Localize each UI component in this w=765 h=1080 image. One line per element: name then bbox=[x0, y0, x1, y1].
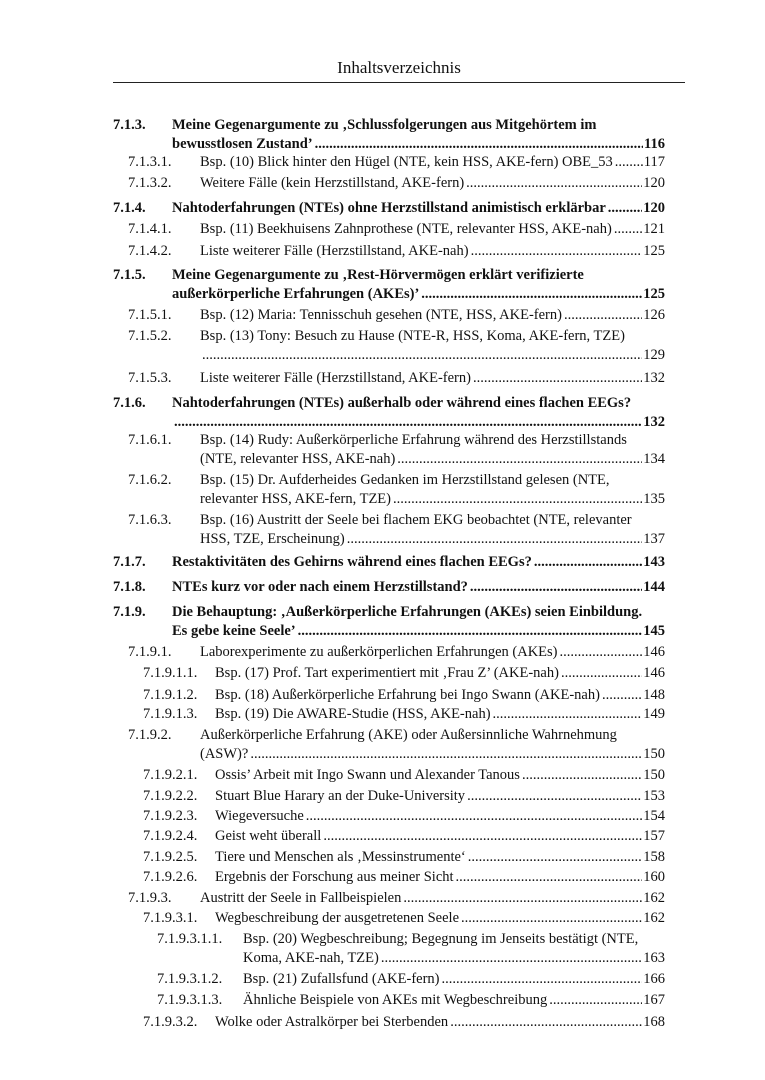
toc-entry-number: 7.1.9.3. bbox=[128, 890, 172, 906]
toc-page-number: 168 bbox=[643, 1014, 665, 1030]
dot-leader bbox=[174, 413, 642, 432]
toc-page-number: 135 bbox=[643, 490, 665, 507]
toc-page-number: 121 bbox=[643, 221, 665, 237]
toc-entry-number: 7.1.8. bbox=[113, 579, 146, 595]
dot-leader bbox=[473, 369, 642, 388]
toc-page-number: 146 bbox=[643, 665, 665, 681]
toc-entry-title: Es gebe keine Seele’ bbox=[172, 622, 296, 639]
dot-leader bbox=[468, 848, 642, 867]
toc-entry[interactable] bbox=[113, 553, 665, 572]
toc-entry[interactable] bbox=[128, 643, 665, 662]
toc-entry-title: Austritt der Seele in Fallbeispielen bbox=[200, 890, 402, 906]
toc-page-number: 125 bbox=[643, 243, 665, 259]
toc-entry[interactable] bbox=[143, 766, 665, 785]
toc-entry-title: Ossis’ Arbeit mit Ingo Swann und Alexander Tanous bbox=[215, 767, 520, 783]
toc-entry-title: Bsp. (19) Die AWARE-Studie (HSS, AKE-nah) bbox=[215, 706, 491, 722]
toc-page-number: 162 bbox=[643, 890, 665, 906]
toc-entry-number: 7.1.9.1.2. bbox=[143, 687, 198, 703]
toc-entry[interactable] bbox=[143, 705, 665, 724]
toc-entry-title: Bsp. (12) Maria: Tennisschuh gesehen (NTE, HSS, AKE-fern) bbox=[200, 307, 562, 323]
toc-entry[interactable] bbox=[143, 848, 665, 867]
toc-entry[interactable] bbox=[113, 578, 665, 597]
dot-leader bbox=[471, 242, 643, 261]
dot-leader bbox=[442, 970, 643, 989]
toc-entry-number: 7.1.4. bbox=[113, 200, 146, 216]
toc-entry[interactable] bbox=[143, 787, 665, 806]
toc-entry-number: 7.1.9.3.1.1. bbox=[157, 931, 223, 947]
toc-page-number: 149 bbox=[643, 706, 665, 722]
toc-entry-title: Meine Gegenargumente zu ‚Rest-Hörvermögen erklärt verifizierte bbox=[172, 267, 584, 283]
toc-entry-title: Bsp. (13) Tony: Besuch zu Hause (NTE-R, HSS, Koma, AKE-fern, TZE) bbox=[200, 328, 625, 344]
toc-entry-number: 7.1.6.1. bbox=[128, 432, 172, 448]
toc-page-number: 167 bbox=[643, 992, 665, 1008]
toc-page-number: 137 bbox=[643, 530, 665, 547]
toc-entry[interactable] bbox=[128, 153, 665, 172]
toc-page-number: 129 bbox=[643, 346, 665, 363]
toc-page-number: 120 bbox=[643, 200, 665, 216]
toc-entry-number: 7.1.9.2.6. bbox=[143, 869, 198, 885]
toc-entry-number: 7.1.4.1. bbox=[128, 221, 172, 237]
toc-page-number: 158 bbox=[643, 849, 665, 865]
toc-entry[interactable] bbox=[157, 991, 665, 1010]
toc-entry[interactable] bbox=[143, 827, 665, 846]
dot-leader bbox=[522, 766, 642, 785]
dot-leader bbox=[534, 553, 642, 572]
dot-leader bbox=[323, 827, 642, 846]
dot-leader bbox=[421, 285, 642, 304]
toc-entry[interactable] bbox=[128, 889, 665, 908]
toc-entry-title: Meine Gegenargumente zu ‚Schlussfolgerungen aus Mitgehörtem im bbox=[172, 117, 597, 133]
page-header-title: Inhaltsverzeichnis bbox=[337, 58, 461, 77]
toc-entry-title: Bsp. (21) Zufallsfund (AKE-fern) bbox=[243, 971, 440, 987]
toc-entry[interactable] bbox=[128, 242, 665, 261]
toc-page-number: 144 bbox=[643, 579, 665, 595]
toc-entry-number: 7.1.3.2. bbox=[128, 175, 172, 191]
toc-page-number: 157 bbox=[643, 828, 665, 844]
dot-leader bbox=[549, 991, 642, 1010]
dot-leader bbox=[403, 889, 642, 908]
toc-page-number: 120 bbox=[643, 175, 665, 191]
toc-entry[interactable] bbox=[157, 930, 665, 967]
toc-entry-number: 7.1.5.2. bbox=[128, 328, 172, 344]
toc-entry[interactable] bbox=[143, 868, 665, 887]
toc-entry-number: 7.1.9.1. bbox=[128, 644, 172, 660]
dot-leader bbox=[393, 490, 642, 509]
toc-entry-number: 7.1.9.1.1. bbox=[143, 665, 198, 681]
dot-leader bbox=[397, 450, 642, 469]
toc-entry-title: Weitere Fälle (kein Herzstillstand, AKE-fern) bbox=[200, 175, 465, 191]
dot-leader bbox=[315, 135, 643, 154]
toc-entry-title: Restaktivitäten des Gehirns während eines flachen EEGs? bbox=[172, 554, 532, 570]
toc-page-number: 132 bbox=[643, 370, 665, 386]
toc-entry-number: 7.1.5. bbox=[113, 267, 146, 283]
dot-leader bbox=[202, 346, 642, 365]
toc-entry-number: 7.1.5.1. bbox=[128, 307, 172, 323]
toc-entry-number: 7.1.9.3.1.3. bbox=[157, 992, 223, 1008]
dot-leader bbox=[467, 787, 642, 806]
toc-entry-number: 7.1.9.2. bbox=[128, 727, 172, 743]
toc-entry-number: 7.1.3. bbox=[113, 117, 146, 133]
dot-leader bbox=[450, 1013, 642, 1032]
toc-entry[interactable] bbox=[113, 199, 665, 218]
toc-entry[interactable] bbox=[128, 327, 665, 364]
toc-entry[interactable] bbox=[128, 431, 665, 468]
toc-entry[interactable] bbox=[113, 116, 665, 153]
dot-leader bbox=[470, 578, 642, 597]
toc-entry-number: 7.1.9.3.1. bbox=[143, 910, 198, 926]
dot-leader bbox=[381, 949, 642, 968]
toc-page-number: 146 bbox=[643, 644, 665, 660]
dot-leader bbox=[615, 153, 643, 172]
toc-entry[interactable] bbox=[143, 807, 665, 826]
toc-entry[interactable] bbox=[143, 664, 665, 683]
toc-entry-title: Stuart Blue Harary an der Duke-University bbox=[215, 788, 466, 804]
toc-entry-title: Koma, AKE-nah, TZE) bbox=[243, 949, 379, 966]
dot-leader bbox=[614, 220, 642, 239]
toc-entry-title: Tiere und Menschen als ‚Messinstrumente‘ bbox=[215, 849, 466, 865]
toc-entry-number: 7.1.6.3. bbox=[128, 512, 172, 528]
toc-entry-number: 7.1.9.2.5. bbox=[143, 849, 198, 865]
dot-leader bbox=[461, 909, 642, 928]
toc-entry-title: Wiegeversuche bbox=[215, 808, 304, 824]
toc-page-number: 160 bbox=[643, 869, 665, 885]
toc-entry-title: Liste weiterer Fälle (Herzstillstand, AKE-fern) bbox=[200, 370, 471, 386]
dot-leader bbox=[456, 868, 643, 887]
dot-leader bbox=[347, 530, 643, 549]
toc-page-number: 163 bbox=[643, 949, 665, 966]
toc-entry-title: HSS, TZE, Erscheinung) bbox=[200, 530, 345, 547]
toc-entry-number: 7.1.6. bbox=[113, 395, 146, 411]
dot-leader bbox=[250, 745, 642, 764]
toc-entry[interactable] bbox=[128, 726, 665, 763]
toc-entry-title: Bsp. (18) Außerkörperliche Erfahrung bei Ingo Swann (AKE-nah) bbox=[215, 687, 600, 703]
toc-entry-number: 7.1.9.3.2. bbox=[143, 1014, 198, 1030]
toc-entry-title: Ergebnis der Forschung aus meiner Sicht bbox=[215, 869, 454, 885]
toc-entry[interactable] bbox=[143, 1013, 665, 1032]
toc-entry-title: relevanter HSS, AKE-fern, TZE) bbox=[200, 490, 391, 507]
toc-entry-title: (ASW)? bbox=[200, 745, 249, 762]
toc-entry[interactable] bbox=[143, 909, 665, 928]
toc-entry-title: Bsp. (15) Dr. Aufderheides Gedanken im Herzstillstand gelesen (NTE, bbox=[200, 472, 610, 488]
toc-entry-title: NTEs kurz vor oder nach einem Herzstillstand? bbox=[172, 579, 468, 595]
toc-entry-number: 7.1.6.2. bbox=[128, 472, 172, 488]
toc-entry-title: Wegbeschreibung der ausgetretenen Seele bbox=[215, 910, 460, 926]
toc-entry-title: Bsp. (10) Blick hinter den Hügel (NTE, kein HSS, AKE-fern) OBE_53 bbox=[200, 154, 613, 170]
toc-entry-title: bewusstlosen Zustand’ bbox=[172, 135, 313, 152]
toc-entry-title: Bsp. (14) Rudy: Außerkörperliche Erfahrung während des Herzstillstands bbox=[200, 432, 627, 448]
toc-entry[interactable] bbox=[128, 306, 665, 325]
toc-page-number: 154 bbox=[643, 808, 665, 824]
toc-entry-title: Laborexperimente zu außerkörperlichen Erfahrungen (AKEs) bbox=[200, 644, 558, 660]
toc-entry-number: 7.1.9.2.3. bbox=[143, 808, 198, 824]
toc-page-number: 150 bbox=[643, 767, 665, 783]
toc-entry-title: Die Behauptung: ‚Außerkörperliche Erfahrungen (AKEs) seien Einbildung. bbox=[172, 604, 643, 620]
toc-entry-title: (NTE, relevanter HSS, AKE-nah) bbox=[200, 450, 396, 467]
toc-entry[interactable] bbox=[128, 511, 665, 548]
toc-page-number: 117 bbox=[643, 154, 665, 170]
toc-page-number: 132 bbox=[643, 413, 665, 430]
toc-entry[interactable] bbox=[157, 970, 665, 989]
toc-entry-title: Geist weht überall bbox=[215, 828, 322, 844]
toc-entry-title: Nahtoderfahrungen (NTEs) außerhalb oder während eines flachen EEGs? bbox=[172, 395, 632, 411]
toc-page-number: 153 bbox=[643, 788, 665, 804]
dot-leader bbox=[602, 686, 642, 705]
toc-entry-title: Ähnliche Beispiele von AKEs mit Wegbeschreibung bbox=[243, 992, 548, 1008]
toc-page-number: 166 bbox=[643, 971, 665, 987]
dot-leader bbox=[493, 705, 643, 724]
toc-entry-number: 7.1.9. bbox=[113, 604, 146, 620]
toc-page-number: 148 bbox=[643, 687, 665, 703]
toc-entry[interactable] bbox=[128, 471, 665, 508]
toc-page-number: 134 bbox=[643, 450, 665, 467]
toc-page-number: 162 bbox=[643, 910, 665, 926]
toc-entry-title: Wolke oder Astralkörper bei Sterbenden bbox=[215, 1014, 449, 1030]
toc-entry-title: Bsp. (20) Wegbeschreibung; Begegnung im Jenseits bestätigt (NTE, bbox=[243, 931, 639, 947]
toc-entry-number: 7.1.3.1. bbox=[128, 154, 172, 170]
toc-entry-title: Nahtoderfahrungen (NTEs) ohne Herzstillstand animistisch erklärbar bbox=[172, 200, 606, 216]
toc-entry-number: 7.1.4.2. bbox=[128, 243, 172, 259]
dot-leader bbox=[564, 306, 642, 325]
dot-leader bbox=[306, 807, 642, 826]
toc-entry[interactable] bbox=[143, 686, 665, 705]
dot-leader bbox=[608, 199, 642, 218]
toc-entry[interactable] bbox=[113, 266, 665, 303]
toc-entry-title: Bsp. (11) Beekhuisens Zahnprothese (NTE, relevanter HSS, AKE-nah) bbox=[200, 221, 612, 237]
toc-entry-number: 7.1.9.1.3. bbox=[143, 706, 198, 722]
toc-entry-number: 7.1.9.2.2. bbox=[143, 788, 198, 804]
toc-entry-number: 7.1.9.2.4. bbox=[143, 828, 198, 844]
toc-entry-number: 7.1.9.3.1.2. bbox=[157, 971, 223, 987]
dot-leader bbox=[560, 643, 643, 662]
toc-entry-title: Bsp. (16) Austritt der Seele bei flachem EKG beobachtet (NTE, relevanter bbox=[200, 512, 632, 528]
dot-leader bbox=[561, 664, 642, 683]
toc-entry-title: Liste weiterer Fälle (Herzstillstand, AKE-nah) bbox=[200, 243, 469, 259]
toc-entry[interactable] bbox=[113, 394, 665, 431]
toc-entry[interactable] bbox=[128, 174, 665, 193]
toc-page-number: 116 bbox=[644, 135, 665, 152]
toc-entry[interactable] bbox=[128, 220, 665, 239]
toc-entry-title: außerkörperliche Erfahrungen (AKEs)’ bbox=[172, 285, 420, 302]
toc-page-number: 145 bbox=[643, 622, 665, 639]
toc-page-number: 143 bbox=[643, 554, 665, 570]
toc-page-number: 125 bbox=[643, 285, 665, 302]
toc-entry[interactable] bbox=[113, 603, 665, 640]
dot-leader bbox=[466, 174, 642, 193]
toc-entry-number: 7.1.9.2.1. bbox=[143, 767, 198, 783]
toc-entry-number: 7.1.5.3. bbox=[128, 370, 172, 386]
toc-page-number: 150 bbox=[643, 745, 665, 762]
toc-entry[interactable] bbox=[128, 369, 665, 388]
toc-entry-number: 7.1.7. bbox=[113, 554, 146, 570]
toc-entry-title: Außerkörperliche Erfahrung (AKE) oder Außersinnliche Wahrnehmung bbox=[200, 727, 617, 743]
toc-page-number: 126 bbox=[643, 307, 665, 323]
toc-entry-title: Bsp. (17) Prof. Tart experimentiert mit ‚Frau Z’ (AKE-nah) bbox=[215, 665, 559, 681]
dot-leader bbox=[298, 622, 643, 641]
